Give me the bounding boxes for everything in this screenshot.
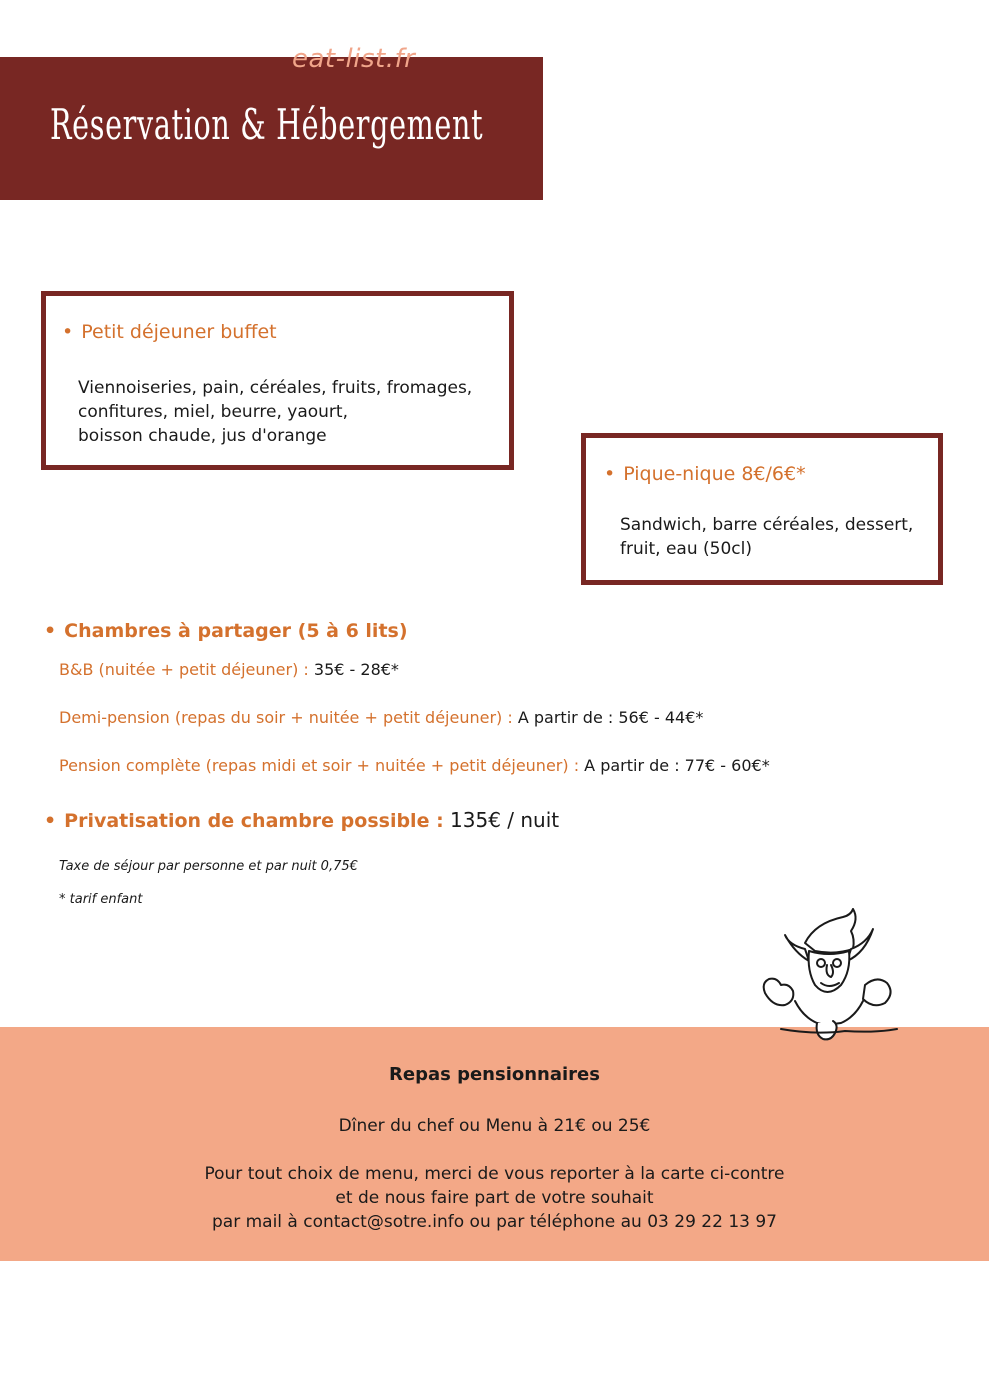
privatisation-label: Privatisation de chambre possible : [64,810,444,832]
child-rate-note: * tarif enfant [59,892,143,907]
rooms-heading-text: Chambres à partager (5 à 6 lits) [64,620,408,642]
breakfast-line: Viennoiseries, pain, céréales, fruits, fromages, [78,378,473,398]
rooms-heading [44,620,408,642]
bullet-icon: • [44,620,57,642]
price-half-board [59,708,703,727]
picnic-description [620,513,913,561]
price-label: B&B (nuitée + petit déjeuner) : [59,660,309,679]
picnic-box [581,433,943,585]
breakfast-heading-text: Petit déjeuner buffet [81,321,277,343]
footer-info-line: par mail à contact@sotre.info ou par téléphone au 03 29 22 13 97 [211,1212,778,1232]
privatisation-line [44,808,559,832]
price-bb [59,660,399,679]
footer-info-line: Pour tout choix de menu, merci de vous reporter à la carte ci-contre [204,1164,785,1184]
bullet-icon: • [44,810,57,832]
bullet-icon: • [62,321,74,343]
footer-title: Repas pensionnaires [389,1064,600,1085]
watermark: eat-list.fr [292,44,416,74]
page-title: Réservation & Hébergement [50,100,484,149]
breakfast-description [78,376,472,448]
picnic-line: fruit, eau (50cl) [620,539,752,559]
price-value: 35€ - 28€* [308,660,399,679]
price-value: A partir de : 56€ - 44€* [512,708,704,727]
breakfast-heading [62,321,277,343]
picnic-heading-text: Pique-nique 8€/6€* [623,463,806,485]
price-full-board [59,756,770,775]
footer-info-line: et de nous faire part de votre souhait [335,1188,654,1208]
breakfast-line: confitures, miel, beurre, yaourt, [78,402,348,422]
bullet-icon: • [604,463,616,485]
privatisation-value: 135€ / nuit [443,808,560,832]
tax-note: Taxe de séjour par personne et par nuit 0,75€ [59,859,358,874]
breakfast-line: boisson chaude, jus d'orange [78,426,327,446]
price-label: Demi-pension (repas du soir + nuitée + petit déjeuner) : [59,708,513,727]
price-label: Pension complète (repas midi et soir + nuitée + petit déjeuner) : [59,756,580,775]
breakfast-box [41,291,514,470]
footer-menu: Dîner du chef ou Menu à 21€ ou 25€ [338,1116,651,1136]
picnic-line: Sandwich, barre céréales, dessert, [620,515,914,535]
goblin-illustration-icon [755,905,900,1045]
price-value: A partir de : 77€ - 60€* [579,756,770,775]
picnic-heading [604,463,806,485]
